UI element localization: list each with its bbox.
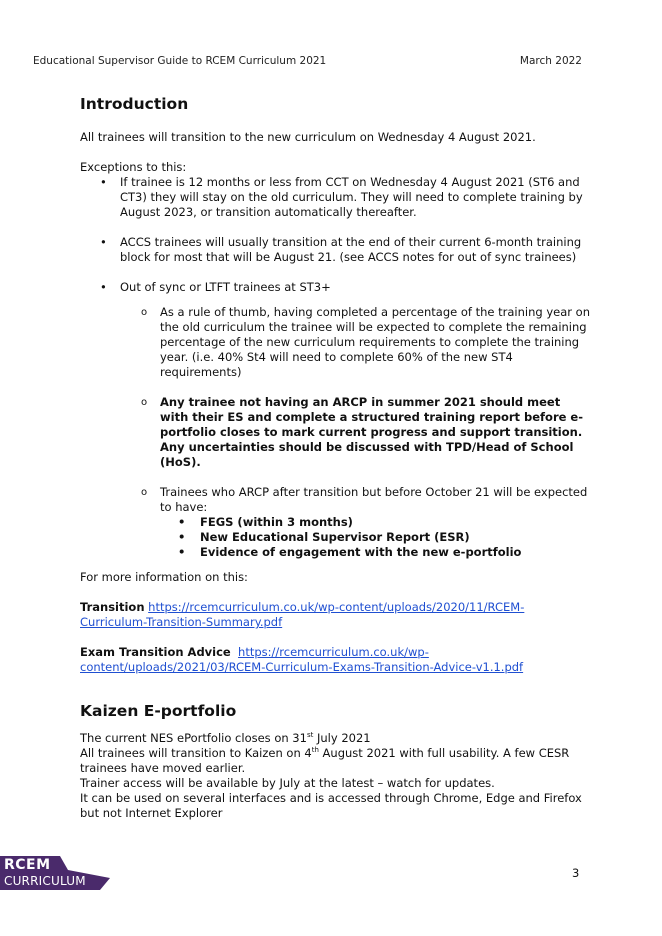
- trainer-access-line: Trainer access will be available by July at the latest – watch for updates.: [80, 776, 495, 790]
- list-item-text: If trainee is 12 months or less from CCT on Wednesday 4 August 2021 (ST6 and CT3) they will stay on the old curriculum. They will need to complete training by August 2023, or transition automatically thereafter.: [120, 175, 583, 219]
- line-text: July 2021: [313, 731, 371, 745]
- introduction-heading: Introduction: [80, 95, 189, 113]
- page-header: [33, 55, 582, 67]
- exam-transition-advice-link[interactable]: https://rcemcurriculum.co.uk/wp-content/uploads/2021/03/RCEM-Curriculum-Exams-Transition-Advice-v1.1.pdf: [80, 645, 524, 674]
- eportfolio-closing-line: [80, 731, 590, 746]
- page-content: [80, 94, 590, 821]
- expected-requirements-list: [160, 515, 590, 560]
- out-of-sync-sublist: [120, 305, 590, 560]
- kaizen-details: [80, 731, 590, 821]
- rcem-curriculum-logo: [0, 856, 110, 892]
- exceptions-list: [80, 175, 590, 560]
- kaizen-transition-line: [80, 746, 590, 776]
- transition-statement: All trainees will transition to the new curriculum on Wednesday 4 August 2021.: [80, 130, 536, 144]
- list-item: [200, 545, 590, 560]
- logo-text-rcem: RCEM: [4, 857, 51, 873]
- line-text: August 2021 with full usability. A few CESR trainees have moved earlier.: [80, 746, 570, 775]
- line-text: The current NES ePortfolio closes on 31: [80, 731, 307, 745]
- transition-summary-link[interactable]: https://rcemcurriculum.co.uk/wp-content/uploads/2020/11/RCEM-Curriculum-Transition-Summary.pdf: [80, 600, 525, 629]
- list-item-text: ACCS trainees will usually transition at the end of their current 6-month training block for most that will be August 21. (see ACCS notes for out of sync trainees): [120, 235, 582, 264]
- document-title: Educational Supervisor Guide to RCEM Curriculum 2021: [33, 55, 327, 67]
- exam-link-label: Exam Transition Advice: [80, 645, 231, 659]
- kaizen-section: [80, 701, 590, 821]
- transition-resource: [80, 600, 590, 630]
- exceptions-label: Exceptions to this:: [80, 160, 187, 174]
- ordinal-suffix: st: [306, 731, 314, 740]
- document-date: March 2022: [519, 55, 582, 67]
- list-item: [160, 395, 590, 470]
- list-item: [120, 235, 590, 265]
- list-item: [120, 175, 590, 220]
- list-item-text: Trainees who ARCP after transition but before October 21 will be expected to have:: [160, 485, 588, 514]
- line-text: All trainees will transition to Kaizen on 4: [80, 746, 312, 760]
- ordinal-suffix: th: [311, 746, 319, 755]
- page-number: 3: [572, 866, 580, 880]
- list-item: [200, 515, 590, 530]
- exam-resource: [80, 645, 590, 675]
- list-item-text: Out of sync or LTFT trainees at ST3+: [120, 280, 331, 294]
- list-item-text: As a rule of thumb, having completed a percentage of the training year on the old curriculum the trainee will be expected to complete the remaining percentage of the new curriculum requirements to complete the training year. (i.e. 40% St4 will need to complete 60% of the new ST4 requirements): [160, 305, 590, 379]
- list-item-text: New Educational Supervisor Report (ESR): [200, 530, 470, 544]
- list-item-text: Evidence of engagement with the new e-portfolio: [200, 545, 522, 559]
- more-info-label: For more information on this:: [80, 570, 248, 584]
- list-item-text: FEGS (within 3 months): [200, 515, 353, 529]
- kaizen-heading: Kaizen E-portfolio: [80, 702, 237, 720]
- browser-support-line: It can be used on several interfaces and is accessed through Chrome, Edge and Firefox but not Internet Explorer: [80, 791, 582, 820]
- list-item: [160, 485, 590, 560]
- transition-link-label: Transition: [80, 600, 145, 614]
- list-item-text: Any trainee not having an ARCP in summer 2021 should meet with their ES and complete a structured training report before e-portfolio closes to mark current progress and support transition. Any uncertainties should be discussed with TPD/Head of School (HoS).: [160, 395, 584, 469]
- list-item: [120, 280, 590, 560]
- list-item: [200, 530, 590, 545]
- logo-text-curriculum: CURRICULUM: [4, 874, 86, 888]
- list-item: [160, 305, 590, 380]
